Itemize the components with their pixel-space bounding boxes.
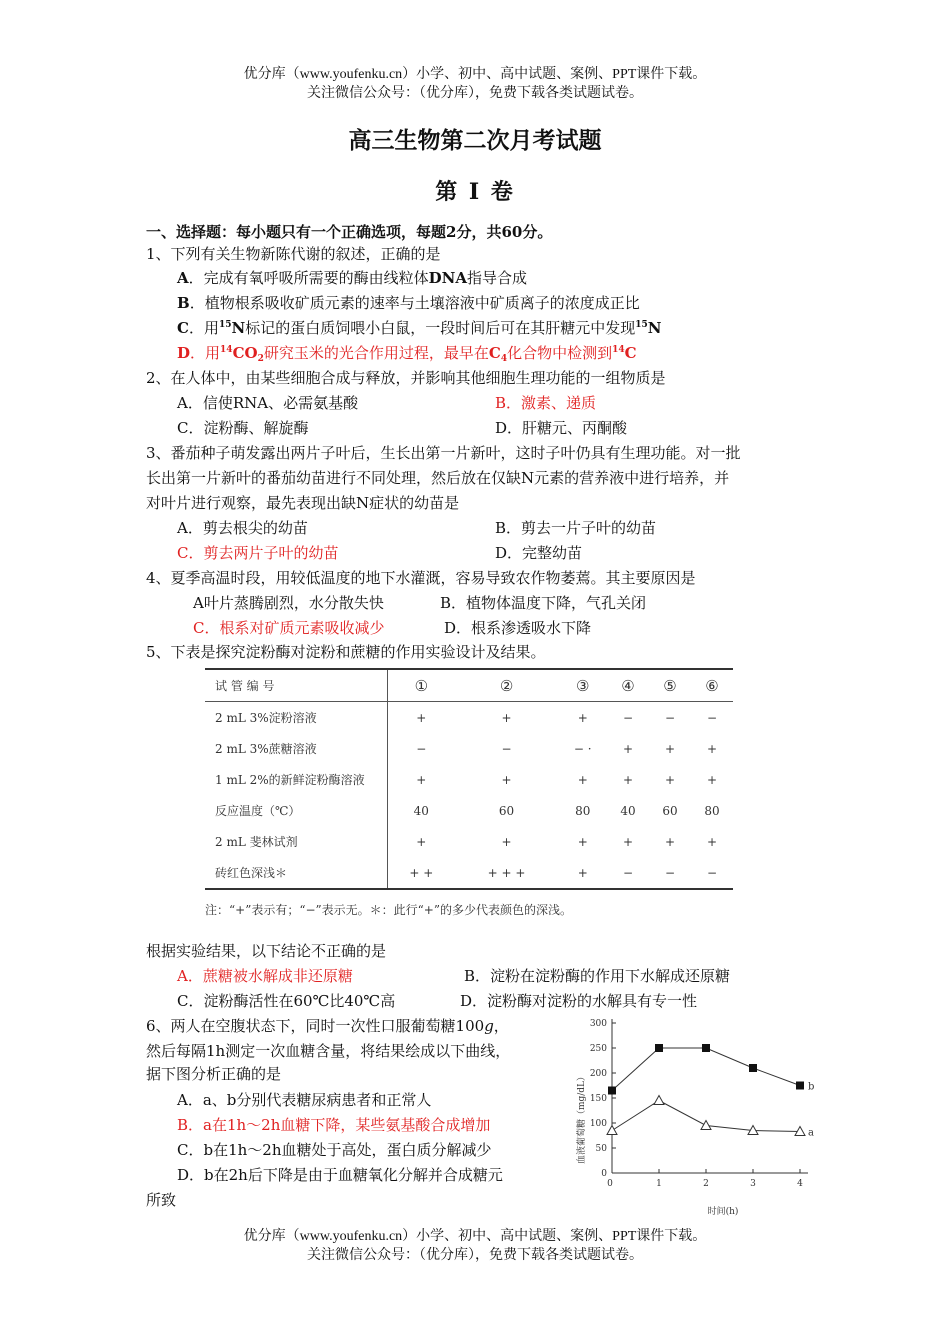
table-cell: −	[691, 857, 733, 889]
q5-option-a: A．蔗糖被水解成非还原糖	[177, 967, 353, 985]
q5-option-b: B．淀粉在淀粉酶的作用下水解成还原糖	[464, 967, 731, 985]
q4-stem: 4、夏季高温时段，用较低温度的地下水灌溉，容易导致农作物萎蔫。其主要原因是	[146, 569, 696, 587]
q1-d-t4: C	[488, 344, 501, 362]
q6-option-a: A．a、b分别代表糖尿病患者和正常人	[177, 1091, 432, 1109]
q1-a-dna: DNA	[428, 269, 468, 287]
q6-option-d: D．b在2h后下降是由于血糖氧化分解并合成糖元	[177, 1166, 503, 1184]
q3-line-3: 对叶片进行观察，最先表现出缺N症状的幼苗是	[146, 494, 460, 512]
q6-line-3: 据下图分析正确的是	[146, 1065, 282, 1083]
x-tick-label: 1	[656, 1179, 662, 1189]
q2-stem: 2、在人体中，由某些细胞合成与释放，并影响其他细胞生理功能的一组物质是	[146, 369, 666, 387]
q1-c-sup2: 15	[635, 320, 648, 330]
data-point-a	[701, 1121, 711, 1130]
table-cell: 2 mL 3%蔗糖溶液	[205, 733, 388, 764]
q1-d-t6: C	[624, 344, 637, 362]
table-cell: 试 管 编 号	[205, 669, 388, 702]
table-cell: +	[706, 772, 718, 787]
data-point-b	[749, 1064, 757, 1072]
table-cell: ⑤	[649, 669, 691, 702]
exam-title: 高三生物第二次月考试题	[348, 127, 602, 154]
q6-line-1-c: ，	[493, 1017, 509, 1035]
q1-d-t2: CO	[232, 344, 258, 362]
y-tick-label: 250	[589, 1044, 607, 1054]
header-line-2: 关注微信公众号：（优分库），免费下载各类试题试卷。	[307, 86, 643, 101]
q1-d-sub1: 2	[257, 354, 264, 364]
q1-a-label: A	[177, 269, 189, 287]
x-axis-label: 时间(h)	[707, 1207, 739, 1217]
footer-line-2: 关注微信公众号：（优分库），免费下载各类试题试卷。	[307, 1248, 643, 1263]
y-tick-label: 0	[601, 1169, 607, 1179]
table-cell: +	[664, 834, 676, 849]
q1-d-t5: 化合物中检测到	[507, 344, 613, 362]
table-cell: + +	[388, 857, 455, 889]
q1-option-d	[177, 343, 637, 363]
q6-option-d-cont: 所致	[146, 1191, 177, 1209]
y-tick-label: 150	[589, 1094, 607, 1104]
q6-option-b: B．a在1h～2h血糖下降，某些氨基酸合成增加	[177, 1116, 491, 1134]
table-cell: +	[416, 710, 427, 725]
q3-option-a: A．剪去根尖的幼苗	[177, 519, 308, 537]
data-point-a	[607, 1126, 617, 1135]
data-point-a	[654, 1096, 664, 1105]
y-tick-label: 100	[589, 1119, 607, 1129]
table-header-row	[205, 669, 733, 702]
q5-stem: 5、下表是探究淀粉酶对淀粉和蔗糖的作用实验设计及结果。	[146, 643, 546, 661]
q1-option-c	[177, 318, 661, 338]
q1-d-sub2: 4	[500, 354, 508, 364]
q6-line-1	[146, 1016, 509, 1036]
table-cell: −	[649, 857, 691, 889]
q6-option-c: C．b在1h～2h血糖处于高处，蛋白质分解减少	[177, 1141, 492, 1159]
q1-b-label: B	[177, 294, 190, 312]
table-cell: 1 mL 2%的新鲜淀粉酶溶液	[205, 764, 388, 795]
table-cell: 80	[704, 803, 720, 818]
q1-a-text3: 指导合成	[467, 269, 528, 287]
y-axis-label: 血液葡萄糖（mg/dL）	[577, 1071, 587, 1165]
blood-glucose-chart	[568, 1010, 838, 1220]
x-tick-label: 0	[607, 1179, 613, 1189]
table-cell: − ·	[573, 741, 592, 756]
q4-option-d: D．根系渗透吸水下降	[444, 619, 592, 637]
q4-option-c: C．根系对矿质元素吸收减少	[193, 619, 385, 637]
table-cell: +	[664, 772, 676, 787]
data-point-b	[608, 1087, 616, 1095]
table-cell: +	[706, 741, 718, 756]
x-tick-label: 4	[797, 1179, 803, 1189]
table-cell: +	[416, 834, 427, 849]
table-cell: ⑥	[691, 669, 733, 702]
q3-line-2: 长出第一片新叶的番茄幼苗进行不同处理，然后放在仅缺N元素的营养液中进行培养，并	[146, 469, 730, 487]
table-cell: −	[622, 710, 634, 725]
table-cell: 40	[413, 803, 429, 818]
table-cell: +	[416, 772, 427, 787]
table-cell: −	[416, 741, 427, 756]
q1-c-t4: N	[647, 319, 662, 337]
table-cell: ④	[607, 669, 649, 702]
q3-option-b: B．剪去一片子叶的幼苗	[495, 519, 657, 537]
q4-option-b: B．植物体温度下降，气孔关闭	[440, 594, 647, 612]
table-cell: ①	[388, 669, 455, 702]
q1-c-label: C	[177, 319, 189, 337]
table-cell: 2 mL 3%淀粉溶液	[205, 702, 388, 734]
header-line-1: 优分库（www.youfenku.cn）小学、初中、高中试题、案例、PPT课件下载。	[243, 67, 707, 82]
q1-option-a	[177, 268, 527, 288]
q1-c-t3: 标记的蛋白质饲喂小白鼠，一段时间后可在其肝糖元中发现	[245, 319, 636, 337]
table-cell: +	[664, 741, 676, 756]
series-line-b	[612, 1048, 800, 1091]
table-cell: +	[622, 741, 634, 756]
y-tick-label: 50	[595, 1144, 607, 1154]
q6-line-1-unit: g	[484, 1017, 494, 1035]
table-cell: 2 mL 斐林试剂	[205, 826, 388, 857]
y-tick-label: 200	[589, 1069, 607, 1079]
y-axis	[590, 1019, 616, 1179]
table-cell: ③	[558, 669, 607, 702]
q2-option-a: A．信使RNA、必需氨基酸	[177, 394, 359, 412]
table-cell: +	[577, 834, 588, 849]
table-cell: +	[501, 710, 512, 725]
table-cell: −	[706, 710, 718, 725]
series-label-b: b	[808, 1081, 815, 1093]
q1-option-b	[177, 293, 640, 313]
q1-c-sup1: 15	[218, 320, 232, 330]
data-point-b	[702, 1044, 710, 1052]
table-cell: 40	[620, 803, 636, 818]
table-cell: + + +	[455, 857, 559, 889]
q3-line-1: 3、番茄种子萌发露出两片子叶后，生长出第一片新叶，这时子叶仍具有生理功能。对一批	[146, 444, 741, 462]
q5-option-d: D．淀粉酶对淀粉的水解具有专一性	[460, 992, 698, 1010]
table-cell: ②	[455, 669, 559, 702]
series-layer	[607, 1044, 814, 1139]
q6-line-1-a: 6、两人在空腹状态下，同时一次性口服葡萄糖100	[146, 1017, 485, 1035]
x-tick-label: 3	[750, 1179, 756, 1189]
q1-d-t3: 研究玉米的光合作用过程，最早在	[263, 344, 489, 362]
table-note: 注：“+”表示有；“−”表示无。＊：此行“+”的多少代表颜色的深浅。	[205, 903, 572, 917]
table-cell: +	[622, 834, 634, 849]
q3-option-d: D．完整幼苗	[495, 544, 583, 562]
section-heading: 一、选择题：每小题只有一个正确选项，每题2分，共60分。	[146, 223, 553, 241]
q1-c-t1: ．用	[188, 319, 219, 337]
q4-option-a: A叶片蒸腾剧烈，水分散失快	[193, 594, 384, 612]
q1-stem: 1、下列有关生物新陈代谢的叙述，正确的是	[146, 245, 441, 263]
table-cell: 80	[575, 803, 591, 818]
q5-option-c: C．淀粉酶活性在60℃比40℃高	[177, 992, 396, 1010]
q1-d-sup1: 14	[220, 345, 233, 355]
q6-line-2: 然后每隔1h测定一次血糖含量，将结果绘成以下曲线，	[146, 1042, 511, 1060]
q1-d-sup2: 14	[612, 345, 625, 355]
table-cell: +	[558, 857, 607, 889]
q3-option-c: C．剪去两片子叶的幼苗	[177, 544, 339, 562]
data-point-b	[796, 1082, 804, 1090]
table-cell: −	[607, 857, 649, 889]
table-row	[205, 795, 733, 826]
table-cell: 反应温度（℃）	[205, 795, 388, 826]
x-tick-label: 2	[703, 1179, 709, 1189]
x-axis	[607, 1169, 808, 1189]
table-cell: −	[664, 710, 676, 725]
q1-b-text: ．植物根系吸收矿质元素的速率与土壤溶液中矿质离子的浓度成正比	[189, 294, 640, 312]
q2-option-d: D．肝糖元、丙酮酸	[495, 419, 628, 437]
q2-option-c: C．淀粉酶、解旋酶	[177, 419, 309, 437]
series-label-a: a	[808, 1127, 814, 1139]
table-cell: −	[501, 741, 512, 756]
table-cell: +	[501, 834, 512, 849]
q1-d-label: D	[177, 344, 191, 362]
part-title: 第 Ⅰ 卷	[435, 179, 515, 205]
table-cell: +	[501, 772, 512, 787]
table-cell: +	[706, 834, 718, 849]
experiment-table	[205, 668, 733, 890]
q2-option-b: B．激素、递质	[495, 394, 597, 412]
table-row	[205, 702, 733, 734]
table-cell: +	[622, 772, 634, 787]
table-cell: 砖红色深浅＊	[205, 857, 388, 889]
q1-a-text1: ．完成有氧呼吸所需要的酶由线粒体	[188, 269, 429, 287]
q1-d-t1: ．用	[190, 344, 221, 362]
table-cell: 60	[662, 803, 678, 818]
q1-c-t2: N	[231, 319, 246, 337]
table-row	[205, 764, 733, 795]
table-cell: +	[577, 772, 588, 787]
data-point-b	[655, 1044, 663, 1052]
table-cell: +	[577, 710, 588, 725]
table-cell: 60	[498, 803, 515, 818]
table-row	[205, 733, 733, 764]
table-row	[205, 826, 733, 857]
y-tick-label: 300	[589, 1019, 607, 1029]
footer-line-1: 优分库（www.youfenku.cn）小学、初中、高中试题、案例、PPT课件下载。	[243, 1229, 707, 1244]
table-row	[205, 857, 733, 889]
q5-conclusion: 根据实验结果，以下结论不正确的是	[146, 942, 387, 960]
